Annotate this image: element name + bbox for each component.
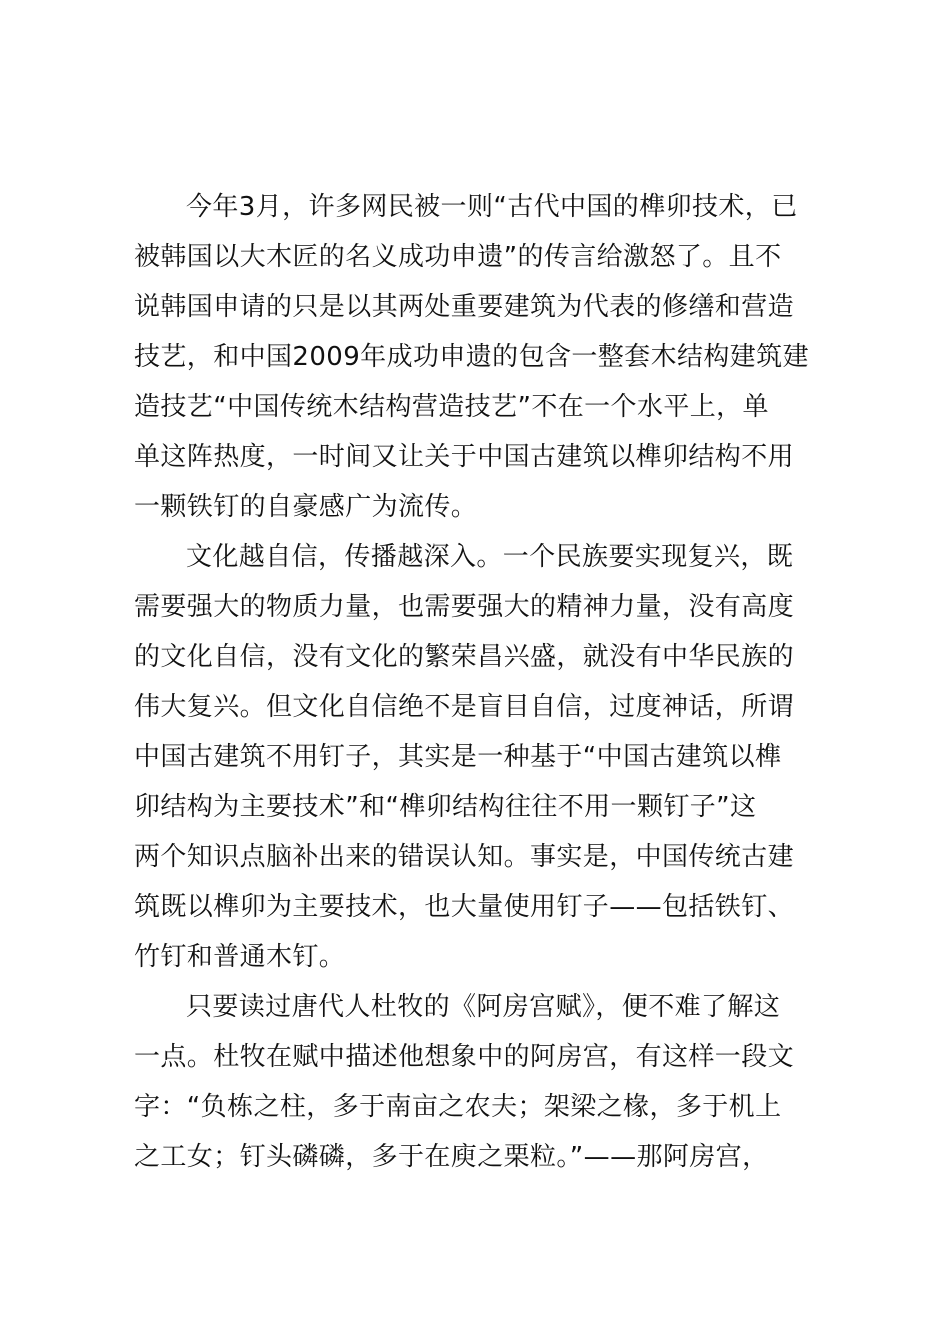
text-line: 技艺，和中国2009年成功申遗的包含一整套木结构建筑建 (134, 342, 809, 372)
text-line: 单这阵热度，一时间又让关于中国古建筑以榫卯结构不用 (134, 442, 795, 472)
article-body (134, 182, 854, 1182)
paragraph-3 (134, 982, 854, 1182)
text-line: 一点。杜牧在赋中描述他想象中的阿房宫，有这样一段文 (134, 1042, 795, 1072)
text-line: 的文化自信，没有文化的繁荣昌兴盛，就没有中华民族的 (134, 642, 795, 672)
text-line: 文化越自信，传播越深入。一个民族要实现复兴，既 (186, 542, 794, 572)
text-line: 卯结构为主要技术”和“榫卯结构往往不用一颗钉子”这 (134, 792, 757, 822)
text-line: 伟大复兴。但文化自信绝不是盲目自信，过度神话，所谓 (134, 692, 795, 722)
text-line: 只要读过唐代人杜牧的《阿房宫赋》，便不难了解这 (186, 992, 781, 1022)
text-line: 竹钉和普通木钉。 (134, 942, 346, 972)
text-line: 一颗铁钉的自豪感广为流传。 (134, 492, 478, 522)
text-line: 需要强大的物质力量，也需要强大的精神力量，没有高度 (134, 592, 795, 622)
text-line: 今年3月，许多网民被一则“古代中国的榫卯技术，已 (186, 192, 798, 222)
text-line: 字：“负栋之柱，多于南亩之农夫；架梁之椽，多于机上 (134, 1092, 782, 1122)
text-line: 中国古建筑不用钉子，其实是一种基于“中国古建筑以榫 (134, 742, 782, 772)
text-line: 筑既以榫卯为主要技术，也大量使用钉子——包括铁钉、 (134, 892, 795, 922)
text-line: 被韩国以大木匠的名义成功申遗”的传言给激怒了。且不 (134, 242, 782, 272)
text-line: 造技艺“中国传统木结构营造技艺”不在一个水平上，单 (134, 392, 769, 422)
text-line: 之工女；钉头磷磷，多于在庾之栗粒。”——那阿房宫， (134, 1142, 769, 1172)
text-line: 两个知识点脑补出来的错误认知。事实是，中国传统古建 (134, 842, 795, 872)
paragraph-2 (134, 532, 854, 982)
paragraph-1 (134, 182, 854, 532)
text-line: 说韩国申请的只是以其两处重要建筑为代表的修缮和营造 (134, 292, 795, 322)
